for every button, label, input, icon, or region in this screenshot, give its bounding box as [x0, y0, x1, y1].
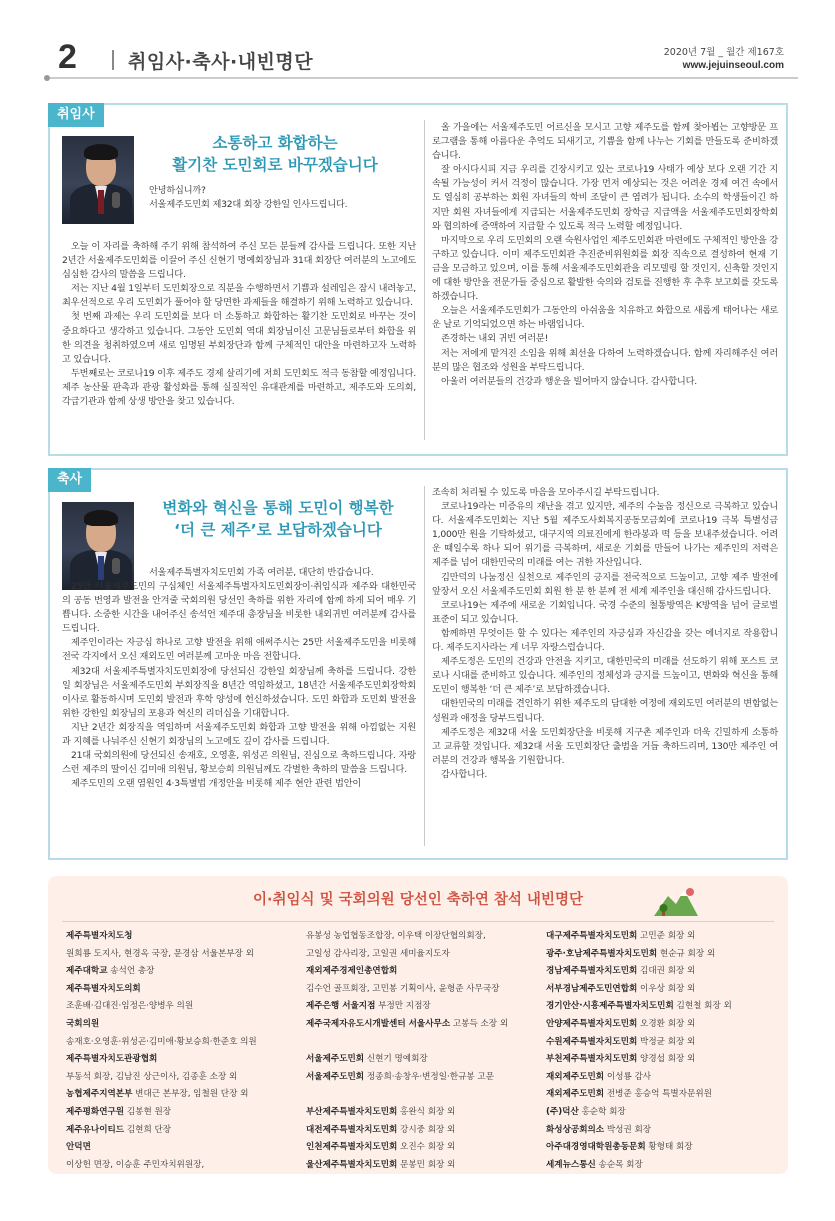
header-divider [112, 50, 114, 70]
guest-names: 정종희·송창우·변정일·한규봉 고문 [364, 1071, 495, 1082]
inaugural-tag: 취임사 [48, 103, 104, 127]
inaugural-headline [140, 132, 410, 176]
guest-column-2 [306, 928, 541, 1174]
header-dot [44, 75, 50, 81]
guest-names: 송순목 회장 [595, 1159, 643, 1170]
guest-names: 홍순학 회장 [578, 1106, 626, 1117]
congrats-headline [140, 497, 416, 541]
guest-names: 김현희 단장 [124, 1124, 172, 1135]
guest-org: 대전제주특별자치도민회 [306, 1124, 398, 1135]
guest-names: 박성권 회장 [604, 1124, 652, 1135]
guest-names: 이성룡 감사 [604, 1071, 652, 1082]
guest-org: 서울제주도민회 [306, 1054, 365, 1065]
guest-row [306, 1157, 541, 1175]
guest-org: 세계뉴스통신 [546, 1159, 596, 1170]
guest-names: 송재호·오영훈·위성곤·김미애·황보승희·한준호 의원 [66, 1036, 257, 1047]
inaugural-headline-1: 소통하고 화합하는 [212, 134, 338, 152]
section-title: 취임사·축사·내빈명단 [128, 51, 314, 73]
guest-org: 안덕면 [66, 1142, 91, 1153]
guest-row [66, 928, 301, 946]
guest-row [306, 1016, 541, 1034]
paragraph: 마지막으로 우리 도민회의 오랜 숙원사업인 제주도민회관 마련에도 구체적인 방안을 강구하고 있습니다. 이미 제주도민회관 추진준비위원회를 회장 직속으로 결성하여 현재 기금을 모금하고 있으며, 이를 통해 서울제주도민회관을 리모델링 할 것인지, 신축할 것인지에 대한 방안을 전문가들 중심으로 활발한 숙의와 검토를 진행한 후 추후 보고회를 갖도록 하겠습니다. [432, 234, 778, 303]
guest-org: 재외제주도민회 [546, 1089, 605, 1100]
paragraph: 두번째로는 코로나19 이후 제주도 경제 살리기에 저희 도민회도 적극 동참할 예정입니다. 제주 농산물 판촉과 관광 활성화를 통해 실질적인 유대관계를 마련하고, 제주도와 도의회, 각급기관과 함께 상생 방안을 찾고 있습니다. [62, 367, 416, 408]
guest-list-rule [62, 921, 774, 922]
guest-names: 김현철 회장 외 [673, 1001, 732, 1012]
guest-names: 오진수 회장 외 [397, 1142, 456, 1153]
guest-org: 인천제주특별자치도민회 [306, 1142, 398, 1153]
paragraph: 함께하면 무엇이든 할 수 있다는 제주인의 자긍심과 자신감을 갖는 에너지로 작용합니다. 제주도지사라는 게 너무 자랑스럽습니다. [432, 627, 778, 654]
guest-org: 서울제주도민회 [306, 1071, 365, 1082]
paragraph: 서울제주도민회 제32대 회장 강한일 인사드립니다. [149, 199, 348, 211]
guest-names: 부정만 지점장 [375, 1001, 431, 1012]
guest-names: 현순규 회장 외 [657, 948, 716, 959]
guest-org: 안양제주특별자치도민회 [546, 1018, 638, 1029]
congrats-headline-1: 변화와 혁신을 통해 도민이 행복한 [162, 499, 394, 517]
paragraph: 서울제주특별자치도민회 가족 여러분, 대단히 반갑습니다. [149, 567, 374, 578]
guest-org: 울산제주특별자치도민회 [306, 1159, 398, 1170]
guest-names: 조훈배·김대진·임정은·양병우 의원 [66, 1001, 194, 1012]
paragraph: 대한민국의 미래를 견인하기 위한 제주도의 담대한 여정에 재외도민 여러분의 변함없는 성원과 애정을 당부드립니다. [432, 698, 778, 724]
guest-row [306, 1034, 541, 1052]
guest-row [546, 1122, 781, 1140]
guest-names: 강시중 회장 외 [397, 1124, 456, 1135]
paragraph: 올 가을에는 서울제주도민 어르신을 모시고 고향 제주도를 함께 찾아뵙는 고향방문 프로그램을 통해 아름다운 추억도 되새기고, 기쁨을 함께 나누는 기회를 만들도록 준비하겠습니다. [432, 122, 778, 162]
paragraph: 제주도정은 도민의 건강과 안전을 지키고, 대한민국의 미래를 선도하기 위해 포스트 코로나 시대를 준비하고 있습니다. 제주인의 정체성과 긍지를 드높이고, 변화와 혁신을 통해 도민이 행복한 ‘더 큰 제주’로 보답하겠습니다. [432, 656, 778, 696]
paragraph: 잘 아시다시피 지금 우리를 긴장시키고 있는 코로나19 사태가 예상 보다 오랜 기간 지속될 가능성이 커서 걱정이 많습니다. 가장 먼저 예상되는 것은 어려운 경제 여건 속에서도 열심히 공부하는 회원 자녀들의 학비 조달이 큰 염려가 됩니다. 소수의 학생들이긴 하지만 회원 자녀들에게 지급되는 서울제주도민회 장학금 지급액을 서울제주도민회장학회와 협의하에 증액하여 지급할 수 있도록 적극 노력할 예정입니다. [432, 164, 778, 232]
paragraph: 감사합니다. [441, 768, 488, 780]
guest-names: 이상헌 면장, 이승훈 주민자치위원장, [66, 1159, 205, 1170]
guest-names: 변대근 본부장, 임철원 단장 외 [132, 1089, 249, 1100]
guest-org: 수원제주특별자치도민회 [546, 1036, 638, 1047]
guest-org: 부산제주특별자치도민회 [306, 1106, 398, 1117]
guest-names: 홍완식 회장 외 [397, 1106, 456, 1117]
guest-row [546, 963, 781, 981]
guest-org: 대구제주특별자치도민회 [546, 931, 638, 941]
guest-row [306, 1069, 541, 1087]
guest-names: 김대권 회장 외 [637, 966, 696, 977]
guest-names: 신현기 명예회장 [364, 1054, 428, 1065]
guest-row [66, 1139, 301, 1157]
guest-names: 김봉현 원장 [124, 1106, 172, 1117]
column-divider [424, 486, 425, 846]
paragraph: 조속히 처리될 수 있도록 마음을 모아주시길 부탁드립니다. [432, 487, 660, 498]
issue-info: 2020년 7월 _ 월간 제167호 [663, 47, 784, 58]
guest-row [546, 1139, 781, 1157]
paragraph: 제주인이라는 자긍심 하나로 고향 발전을 위해 애써주시는 25만 서울제주도민을 비롯해 전국 각지에서 오신 재외도민 여러분께 고마운 마음 전합니다. [62, 637, 416, 663]
guest-names: 고민준 회장 외 [637, 931, 696, 941]
paragraph: 김만덕의 나눔정신 실천으로 제주인의 긍지를 전국적으로 드높이고, 고향 제주 발전에 앞장서 오신 서울제주도민회 회원 한 분 한 분께 전 세계 제주인을 대신해 감사드립니다. [432, 571, 778, 597]
guest-row [306, 928, 541, 946]
inaugural-headline-2: 활기찬 도민회로 바꾸겠습니다 [172, 156, 378, 174]
guest-org: 부천제주특별자치도민회 [546, 1054, 638, 1065]
paragraph: 존경하는 내외 귀빈 여러분! [441, 333, 549, 345]
guest-row [546, 998, 781, 1016]
guest-row [306, 1139, 541, 1157]
guest-row [546, 1157, 781, 1175]
guest-org: 재외제주도민회 [546, 1071, 605, 1082]
paragraph: 저는 저에게 맡겨진 소임을 위해 최선을 다하여 노력하겠습니다. 함께 자리해주신 여러분의 많은 협조와 성원을 부탁드립니다. [432, 347, 778, 373]
congrats-column-right [432, 486, 778, 782]
paragraph: 코로나19라는 미증유의 재난을 겪고 있지만, 제주의 수눌음 정신으로 극복하고 있습니다. 서울제주도민회는 지난 5월 제주도사회복지공동모금회에 코로나19 극복 특별성금 1,000만 원을 기탁하셨고, 대구지역 의료진에게 한라봉과 떡 등을 보내주셨습니다. 어려운 때일수록 하나 되어 위기를 극복하며, 새로운 기회를 만들어 나가는 제주인의 저력은 제주를 넘어 대한민국의 미래를 여는 귀한 자산입니다. [432, 501, 778, 569]
paragraph: 첫 번째 과제는 우리 도민회를 보다 더 소통하고 화합하는 활기찬 도민회로 바꾸는 것이 중요하다고 생각하고 있습니다. 그동안 도민회 역대 회장님이신 고문님들로부터 화합을 위한 의견을 청취하였으며 새로 임명된 부회장단과 함께 구체적인 대안을 마련하고자 노력하고 있습니다. [62, 311, 416, 365]
guest-org: 제주특별자치도관광협회 [66, 1054, 158, 1065]
guest-names: 김수언 골프회장, 고민봉 기획이사, 윤형준 사무국장 [306, 983, 500, 994]
guest-column-3 [546, 928, 781, 1174]
guest-names: 문봉민 회장 외 [397, 1159, 456, 1170]
guest-names: 유봉성 농업협동조합장, 이우택 이장단협의회장, [306, 931, 486, 941]
guest-row [546, 1051, 781, 1069]
guest-row [306, 1051, 541, 1069]
guest-org: 제주평화연구원 [66, 1106, 125, 1117]
guest-org: 제주특별자치도청 [66, 931, 133, 941]
guest-org: 제주국제자유도시개발센터 서울사무소 [306, 1018, 451, 1029]
congrats-headline-2: ‘더 큰 제주’로 보답하겠습니다 [174, 521, 382, 539]
guest-row [66, 946, 301, 964]
guest-row [306, 1104, 541, 1122]
guest-names: 원희룡 도지사, 현경옥 국장, 문경삼 서울본부장 외 [66, 948, 254, 959]
paragraph: 아울러 여러분들의 건강과 행운을 빌어마지 않습니다. 감사합니다. [441, 375, 697, 387]
guest-org: 경남제주특별자치도민회 [546, 966, 638, 977]
paragraph: 저는 지난 4월 1일부터 도민회장으로 직분을 수행하면서 기쁨과 설레임은 잠시 내려놓고, 최우선적으로 우리 도민회가 풀어야 할 당면한 과제들을 해결하기 위해 노력하고 있습니다. [62, 283, 416, 309]
paragraph: 제32대 서울제주특별자치도민회장에 당선되신 강한일 회장님께 축하를 드립니다. 강한일 회장님은 서울제주도민회 부회장직을 8년간 역임하셨고, 18년간 서울제주도민회장학회 이사로 활동하시며 도민회 발전과 후학 양성에 헌신하셨습니다. 도민 화합과 도민회 발전을 위한 강한일 회장님의 포용과 혁신의 리더십을 기대합니다. [62, 665, 416, 719]
congrats-column-left-cont [62, 580, 416, 791]
paragraph: 코로나19는 제주에 새로운 기회입니다. 국경 수준의 철통방역은 K방역을 넘어 글로벌 표준이 되고 있습니다. [432, 599, 778, 625]
guest-row [546, 946, 781, 964]
guest-row [66, 1122, 301, 1140]
column-divider [424, 120, 425, 440]
guest-org: 서부경남제주도민연합회 [546, 983, 638, 994]
guest-row [306, 1086, 541, 1104]
guest-names: 고봉득 소장 외 [450, 1018, 509, 1029]
guest-org: 농협제주지역본부 [66, 1089, 133, 1100]
guest-row [306, 946, 541, 964]
guest-org: 광주·호남제주특별자치도민회 [546, 948, 658, 959]
congrats-tag: 축사 [48, 468, 91, 492]
guest-org: 제주은행 서울지점 [306, 1001, 376, 1012]
guest-row [546, 981, 781, 999]
paragraph: 제주도정은 제32대 서울 도민회장단을 비롯해 지구촌 제주인과 더욱 긴밀하게 소통하고 교류할 것입니다. 제32대 서울 도민회장단 출범을 거듭 축하드리며, 130만 제주인 여러분의 건강과 행복을 기원합니다. [432, 726, 778, 766]
paragraph: 25만 서울제주도민의 구심체인 서울제주특별자치도민회장이·취임식과 제주와 대한민국의 공동 번영과 발전을 안겨줄 국회의원 당선인 축하를 위한 자리에 함께 하게 되어 매우 기쁩니다. 소중한 시간을 내어주신 송석언 제주대 총장님을 비롯한 내외귀빈 여러분께 감사를 드립니다. [62, 581, 416, 635]
inaugural-photo [62, 136, 134, 224]
guest-org: (주)덕산 [546, 1106, 579, 1117]
guest-row [306, 998, 541, 1016]
guest-org: 제주특별자치도의회 [66, 983, 141, 994]
guest-names: 이우상 회장 외 [637, 983, 696, 994]
header-rule [46, 77, 798, 79]
guest-row [546, 1016, 781, 1034]
paragraph: 오늘은 서울제주도민회가 그동안의 아쉬움을 치유하고 화합으로 새롭게 태어나는 새로운 날로 기억되었으면 하는 바램입니다. [432, 305, 778, 331]
inaugural-column-left [140, 184, 416, 212]
guest-names: 송석언 총장 [107, 966, 155, 977]
paragraph: 안녕하십니까? [149, 185, 206, 196]
page-number: 2 [58, 38, 77, 76]
guest-row [546, 1069, 781, 1087]
page-header [40, 30, 798, 80]
guest-names: 오경환 회장 외 [637, 1018, 696, 1029]
guest-row [66, 1034, 301, 1052]
paragraph: 오늘 이 자리를 축하해 주기 위해 참석하여 주신 모든 분들께 감사를 드립니다. 또한 지난 2년간 서울제주도민회를 이끌어 주신 신현기 명예회장님과 31대 회장단 여러분의 노고에도 심심한 감사의 말씀을 드립니다. [62, 241, 416, 281]
inaugural-column-left-cont [62, 240, 416, 409]
guest-row [66, 1157, 301, 1175]
guest-org: 제주대학교 [66, 966, 108, 977]
guest-org: 제주유나이티드 [66, 1124, 125, 1135]
guest-row [66, 981, 301, 999]
paragraph: 21대 국회의원에 당선되신 송재호, 오영훈, 위성곤 의원님, 진심으로 축하드립니다. 자랑스런 제주의 딸이신 김미애 의원님, 황보승희 의원님께도 각별한 축하의 말씀을 드립니다. [62, 750, 416, 776]
guest-row [66, 963, 301, 981]
website-link[interactable]: www.jejuinseoul.com [682, 60, 784, 71]
guest-org: 화성상공회의소 [546, 1124, 605, 1135]
guest-row [306, 963, 541, 981]
paragraph: 지난 2년간 회장직을 역임하며 서울제주도민회 화합과 고향 발전을 위해 아낌없는 지원과 지혜를 나눠주신 신현기 회장님의 노고에도 깊이 감사를 드립니다. [62, 721, 416, 748]
guest-row [546, 1034, 781, 1052]
guest-org: 경기안산·시흥제주특별자치도민회 [546, 1001, 674, 1012]
guest-org: 재외제주경제인총연합회 [306, 966, 398, 977]
guest-row [306, 1122, 541, 1140]
guest-names: 박정균 회장 외 [637, 1036, 696, 1047]
guest-org: 아주대경영대학원총동문회 [546, 1142, 646, 1153]
guest-names: 전병준 홍승억 특별자문위원 [604, 1089, 712, 1100]
congrats-photo [62, 502, 134, 590]
guest-row [66, 998, 301, 1016]
guest-names: 고일성 감사리장, 고일권 세미율지도자 [306, 948, 450, 959]
guest-org: 국회의원 [66, 1018, 100, 1029]
guest-column-1 [66, 928, 301, 1174]
guest-names: 부동석 회장, 김남진 상근이사, 김종훈 소장 외 [66, 1071, 238, 1082]
guest-row [66, 1016, 301, 1034]
guest-row [306, 981, 541, 999]
guest-row [546, 1104, 781, 1122]
guest-row [66, 1104, 301, 1122]
guest-list-panel [48, 876, 788, 1174]
guest-row [546, 1086, 781, 1104]
guest-names: 양경섭 회장 외 [637, 1054, 696, 1065]
inaugural-column-right [432, 121, 778, 389]
paragraph: 제주도민의 오랜 염원인 4·3특별법 개정안을 비롯해 제주 현안 관련 법안이 [71, 778, 362, 790]
guest-row [546, 928, 781, 946]
guest-names: 황형태 회장 [645, 1142, 693, 1153]
guest-row [66, 1069, 301, 1087]
congrats-column-left [140, 566, 416, 580]
guest-row [66, 1086, 301, 1104]
guest-row [66, 1051, 301, 1069]
guest-list-title: 이·취임식 및 국회의원 당선인 축하연 참석 내빈명단 [253, 892, 583, 908]
